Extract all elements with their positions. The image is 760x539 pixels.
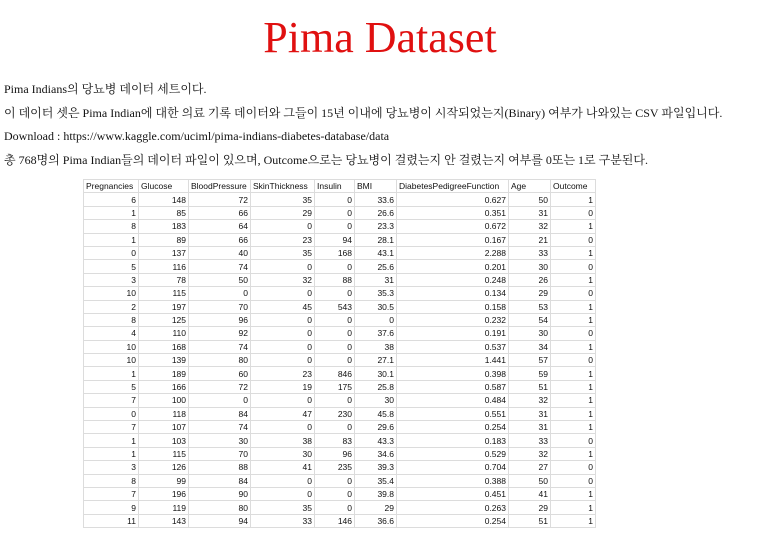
- table-cell: 83: [315, 434, 355, 447]
- table-row: [84, 340, 596, 353]
- table-cell: 103: [139, 434, 189, 447]
- table-cell: 1: [551, 394, 596, 407]
- table-cell: 1: [551, 313, 596, 326]
- table-row: [84, 193, 596, 206]
- table-cell: 38: [355, 340, 397, 353]
- table-cell: 1: [551, 447, 596, 460]
- table-cell: 0: [251, 220, 315, 233]
- dataset-description-line: 이 데이터 셋은 Pima Indian에 대한 의료 기록 데이터와 그들이 15년 이내에 당뇨병이 시작되었는지(Binary) 여부가 나와있는 CSV 파일입니다.: [4, 105, 723, 120]
- table-cell: 0: [551, 287, 596, 300]
- table-cell: 30: [355, 394, 397, 407]
- table-cell: 166: [139, 380, 189, 393]
- table-cell: 1: [551, 246, 596, 259]
- table-cell: 7: [84, 394, 139, 407]
- table-cell: 0.551: [397, 407, 509, 420]
- column-header: Insulin: [315, 180, 355, 193]
- table-cell: 4: [84, 327, 139, 340]
- table-cell: 34.6: [355, 447, 397, 460]
- table-cell: 3: [84, 461, 139, 474]
- table-cell: 89: [139, 233, 189, 246]
- table-cell: 23: [251, 367, 315, 380]
- table-cell: 100: [139, 394, 189, 407]
- table-row: [84, 434, 596, 447]
- table-cell: 0: [315, 327, 355, 340]
- table-cell: 30.5: [355, 300, 397, 313]
- table-cell: 0: [315, 193, 355, 206]
- table-cell: 51: [509, 380, 551, 393]
- table-cell: 26: [509, 273, 551, 286]
- table-cell: 0: [315, 354, 355, 367]
- column-header: Glucose: [139, 180, 189, 193]
- table-cell: 54: [509, 313, 551, 326]
- table-row: [84, 447, 596, 460]
- table-cell: 1: [551, 380, 596, 393]
- table-cell: 8: [84, 313, 139, 326]
- table-cell: 29: [355, 501, 397, 514]
- table-cell: 1: [551, 367, 596, 380]
- table-cell: 0: [315, 206, 355, 219]
- table-cell: 0: [189, 287, 251, 300]
- table-cell: 0: [315, 340, 355, 353]
- table-cell: 0.537: [397, 340, 509, 353]
- table-cell: 53: [509, 300, 551, 313]
- table-cell: 9: [84, 501, 139, 514]
- table-cell: 0: [551, 474, 596, 487]
- table-cell: 0.351: [397, 206, 509, 219]
- table-row: [84, 394, 596, 407]
- table-cell: 183: [139, 220, 189, 233]
- table-cell: 59: [509, 367, 551, 380]
- table-cell: 8: [84, 474, 139, 487]
- table-cell: 0: [315, 287, 355, 300]
- table-row: [84, 474, 596, 487]
- table-cell: 35.4: [355, 474, 397, 487]
- outcome-description-line: 총 768명의 Pima Indian들의 데이터 파일이 있으며, Outcome으로는 당뇨병이 걸렸는지 안 걸렸는지 여부를 0또는 1로 구분된다.: [4, 152, 648, 167]
- table-cell: 0.484: [397, 394, 509, 407]
- table-row: [84, 246, 596, 259]
- table-row: [84, 367, 596, 380]
- table-row: [84, 501, 596, 514]
- table-cell: 92: [189, 327, 251, 340]
- table-cell: 116: [139, 260, 189, 273]
- column-header: BMI: [355, 180, 397, 193]
- table-cell: 1: [84, 206, 139, 219]
- table-cell: 0: [251, 340, 315, 353]
- table-cell: 1.441: [397, 354, 509, 367]
- table-cell: 0: [551, 260, 596, 273]
- table-cell: 0.627: [397, 193, 509, 206]
- table-cell: 33.6: [355, 193, 397, 206]
- table-cell: 94: [189, 514, 251, 527]
- table-cell: 74: [189, 260, 251, 273]
- table-cell: 0: [551, 206, 596, 219]
- table-cell: 74: [189, 340, 251, 353]
- table-cell: 41: [251, 461, 315, 474]
- table-cell: 0: [551, 233, 596, 246]
- table-cell: 230: [315, 407, 355, 420]
- table-cell: 0: [251, 474, 315, 487]
- table-cell: 35.3: [355, 287, 397, 300]
- table-cell: 1: [84, 367, 139, 380]
- table-cell: 196: [139, 487, 189, 500]
- table-cell: 88: [315, 273, 355, 286]
- table-cell: 27.1: [355, 354, 397, 367]
- table-cell: 1: [551, 407, 596, 420]
- column-header: BloodPressure: [189, 180, 251, 193]
- table-cell: 5: [84, 260, 139, 273]
- table-cell: 0: [551, 461, 596, 474]
- table-cell: 0: [84, 407, 139, 420]
- table-cell: 0: [315, 313, 355, 326]
- table-cell: 137: [139, 246, 189, 259]
- column-header: Outcome: [551, 180, 596, 193]
- table-cell: 33: [509, 434, 551, 447]
- table-cell: 0.587: [397, 380, 509, 393]
- table-cell: 235: [315, 461, 355, 474]
- table-cell: 60: [189, 367, 251, 380]
- table-cell: 6: [84, 193, 139, 206]
- table-cell: 0: [315, 220, 355, 233]
- table-cell: 1: [84, 233, 139, 246]
- table-cell: 39.3: [355, 461, 397, 474]
- table-cell: 41: [509, 487, 551, 500]
- table-cell: 0.388: [397, 474, 509, 487]
- table-cell: 31: [509, 407, 551, 420]
- table-cell: 1: [84, 434, 139, 447]
- table-cell: 11: [84, 514, 139, 527]
- table-cell: 0: [315, 421, 355, 434]
- table-cell: 31: [509, 206, 551, 219]
- table-cell: 1: [551, 514, 596, 527]
- table-row: [84, 273, 596, 286]
- table-cell: 27: [509, 461, 551, 474]
- table-cell: 0: [251, 287, 315, 300]
- table-cell: 0.672: [397, 220, 509, 233]
- table-row: [84, 487, 596, 500]
- table-cell: 30.1: [355, 367, 397, 380]
- table-row: [84, 380, 596, 393]
- table-cell: 74: [189, 421, 251, 434]
- table-cell: 0: [251, 327, 315, 340]
- table-cell: 115: [139, 447, 189, 460]
- table-cell: 846: [315, 367, 355, 380]
- table-cell: 29: [509, 287, 551, 300]
- table-cell: 197: [139, 300, 189, 313]
- table-cell: 1: [551, 487, 596, 500]
- table-cell: 1: [551, 300, 596, 313]
- table-cell: 47: [251, 407, 315, 420]
- table-row: [84, 287, 596, 300]
- table-cell: 66: [189, 233, 251, 246]
- table-cell: 28.1: [355, 233, 397, 246]
- table-cell: 50: [509, 193, 551, 206]
- table-cell: 2: [84, 300, 139, 313]
- table-cell: 90: [189, 487, 251, 500]
- table-cell: 96: [189, 313, 251, 326]
- table-cell: 25.6: [355, 260, 397, 273]
- table-cell: 57: [509, 354, 551, 367]
- table-cell: 0: [551, 327, 596, 340]
- table-row: [84, 514, 596, 527]
- table-cell: 32: [509, 394, 551, 407]
- table-cell: 7: [84, 421, 139, 434]
- table-cell: 0.451: [397, 487, 509, 500]
- table-cell: 30: [509, 327, 551, 340]
- table-cell: 0: [251, 394, 315, 407]
- table-cell: 0: [551, 434, 596, 447]
- table-row: [84, 313, 596, 326]
- table-row: [84, 461, 596, 474]
- table-cell: 110: [139, 327, 189, 340]
- table-cell: 0.167: [397, 233, 509, 246]
- table-cell: 32: [251, 273, 315, 286]
- download-link-line[interactable]: Download : https://www.kaggle.com/uciml/pima-indians-diabetes-database/data: [4, 129, 390, 143]
- table-cell: 0.183: [397, 434, 509, 447]
- table-cell: 31: [509, 421, 551, 434]
- table-cell: 5: [84, 380, 139, 393]
- column-header: Pregnancies: [84, 180, 139, 193]
- table-cell: 0.191: [397, 327, 509, 340]
- table-cell: 70: [189, 300, 251, 313]
- table-row: [84, 300, 596, 313]
- table-cell: 33: [251, 514, 315, 527]
- page-title: Pima Dataset: [263, 13, 497, 62]
- table-cell: 0: [315, 260, 355, 273]
- table-cell: 0.158: [397, 300, 509, 313]
- table-cell: 39.8: [355, 487, 397, 500]
- table-cell: 0: [84, 246, 139, 259]
- table-cell: 0: [251, 354, 315, 367]
- table-cell: 115: [139, 287, 189, 300]
- table-cell: 0: [355, 313, 397, 326]
- table-row: [84, 260, 596, 273]
- table-cell: 146: [315, 514, 355, 527]
- table-cell: 0: [251, 421, 315, 434]
- table-cell: 43.1: [355, 246, 397, 259]
- table-header-row: [84, 180, 596, 193]
- table-cell: 0.529: [397, 447, 509, 460]
- table-cell: 0.232: [397, 313, 509, 326]
- table-cell: 35: [251, 246, 315, 259]
- table-cell: 0.398: [397, 367, 509, 380]
- table-cell: 143: [139, 514, 189, 527]
- intro-line: Pima Indians의 당뇨병 데이터 세트이다.: [4, 82, 207, 96]
- table-cell: 0: [315, 501, 355, 514]
- table-cell: 168: [315, 246, 355, 259]
- table-cell: 1: [551, 340, 596, 353]
- table-cell: 0: [315, 474, 355, 487]
- table-cell: 0.254: [397, 514, 509, 527]
- table-cell: 32: [509, 220, 551, 233]
- table-cell: 23: [251, 233, 315, 246]
- table-cell: 35: [251, 193, 315, 206]
- table-cell: 8: [84, 220, 139, 233]
- table-cell: 78: [139, 273, 189, 286]
- table-cell: 107: [139, 421, 189, 434]
- table-cell: 0.201: [397, 260, 509, 273]
- table-cell: 88: [189, 461, 251, 474]
- table-cell: 43.3: [355, 434, 397, 447]
- table-cell: 125: [139, 313, 189, 326]
- table-row: [84, 327, 596, 340]
- table-row: [84, 407, 596, 420]
- table-cell: 2.288: [397, 246, 509, 259]
- table-cell: 96: [315, 447, 355, 460]
- table-cell: 70: [189, 447, 251, 460]
- table-cell: 30: [251, 447, 315, 460]
- table-cell: 189: [139, 367, 189, 380]
- table-row: [84, 233, 596, 246]
- table-cell: 99: [139, 474, 189, 487]
- table-cell: 35: [251, 501, 315, 514]
- table-cell: 10: [84, 354, 139, 367]
- table-cell: 40: [189, 246, 251, 259]
- table-cell: 7: [84, 487, 139, 500]
- table-cell: 3: [84, 273, 139, 286]
- table-cell: 0.248: [397, 273, 509, 286]
- table-cell: 72: [189, 380, 251, 393]
- table-cell: 80: [189, 354, 251, 367]
- table-cell: 543: [315, 300, 355, 313]
- table-cell: 0: [251, 313, 315, 326]
- table-cell: 25.8: [355, 380, 397, 393]
- table-cell: 19: [251, 380, 315, 393]
- table-cell: 1: [84, 447, 139, 460]
- table-cell: 80: [189, 501, 251, 514]
- table-cell: 0.704: [397, 461, 509, 474]
- table-cell: 50: [189, 273, 251, 286]
- table-cell: 64: [189, 220, 251, 233]
- table-cell: 45: [251, 300, 315, 313]
- table-cell: 72: [189, 193, 251, 206]
- table-cell: 1: [551, 501, 596, 514]
- table-cell: 32: [509, 447, 551, 460]
- table-cell: 94: [315, 233, 355, 246]
- table-cell: 118: [139, 407, 189, 420]
- table-cell: 36.6: [355, 514, 397, 527]
- table-cell: 23.3: [355, 220, 397, 233]
- table-cell: 1: [551, 421, 596, 434]
- table-cell: 30: [509, 260, 551, 273]
- table-cell: 0: [315, 487, 355, 500]
- table-cell: 1: [551, 220, 596, 233]
- table-cell: 45.8: [355, 407, 397, 420]
- description: [4, 80, 723, 174]
- table-cell: 0: [315, 394, 355, 407]
- table-cell: 148: [139, 193, 189, 206]
- table-cell: 50: [509, 474, 551, 487]
- table-row: [84, 220, 596, 233]
- table-cell: 29.6: [355, 421, 397, 434]
- column-header: DiabetesPedigreeFunction: [397, 180, 509, 193]
- table-cell: 119: [139, 501, 189, 514]
- table-cell: 66: [189, 206, 251, 219]
- table-cell: 1: [551, 193, 596, 206]
- table-cell: 0.254: [397, 421, 509, 434]
- table-cell: 126: [139, 461, 189, 474]
- data-table-container: [83, 179, 599, 526]
- table-cell: 168: [139, 340, 189, 353]
- table-cell: 0: [189, 394, 251, 407]
- table-cell: 0: [251, 487, 315, 500]
- column-header: SkinThickness: [251, 180, 315, 193]
- table-cell: 10: [84, 287, 139, 300]
- table-cell: 84: [189, 407, 251, 420]
- table-cell: 10: [84, 340, 139, 353]
- table-cell: 139: [139, 354, 189, 367]
- table-row: [84, 354, 596, 367]
- table-cell: 21: [509, 233, 551, 246]
- table-cell: 1: [551, 273, 596, 286]
- table-cell: 33: [509, 246, 551, 259]
- table-cell: 85: [139, 206, 189, 219]
- table-cell: 38: [251, 434, 315, 447]
- table-cell: 0.134: [397, 287, 509, 300]
- table-cell: 0: [551, 354, 596, 367]
- table-cell: 30: [189, 434, 251, 447]
- table-cell: 51: [509, 514, 551, 527]
- table-cell: 0: [251, 260, 315, 273]
- table-cell: 26.6: [355, 206, 397, 219]
- column-header: Age: [509, 180, 551, 193]
- table-row: [84, 421, 596, 434]
- table-cell: 31: [355, 273, 397, 286]
- table-cell: 29: [251, 206, 315, 219]
- table-cell: 0.263: [397, 501, 509, 514]
- table-row: [84, 206, 596, 219]
- table-cell: 175: [315, 380, 355, 393]
- table-cell: 29: [509, 501, 551, 514]
- data-table: [83, 179, 596, 528]
- table-cell: 84: [189, 474, 251, 487]
- table-cell: 37.6: [355, 327, 397, 340]
- table-cell: 34: [509, 340, 551, 353]
